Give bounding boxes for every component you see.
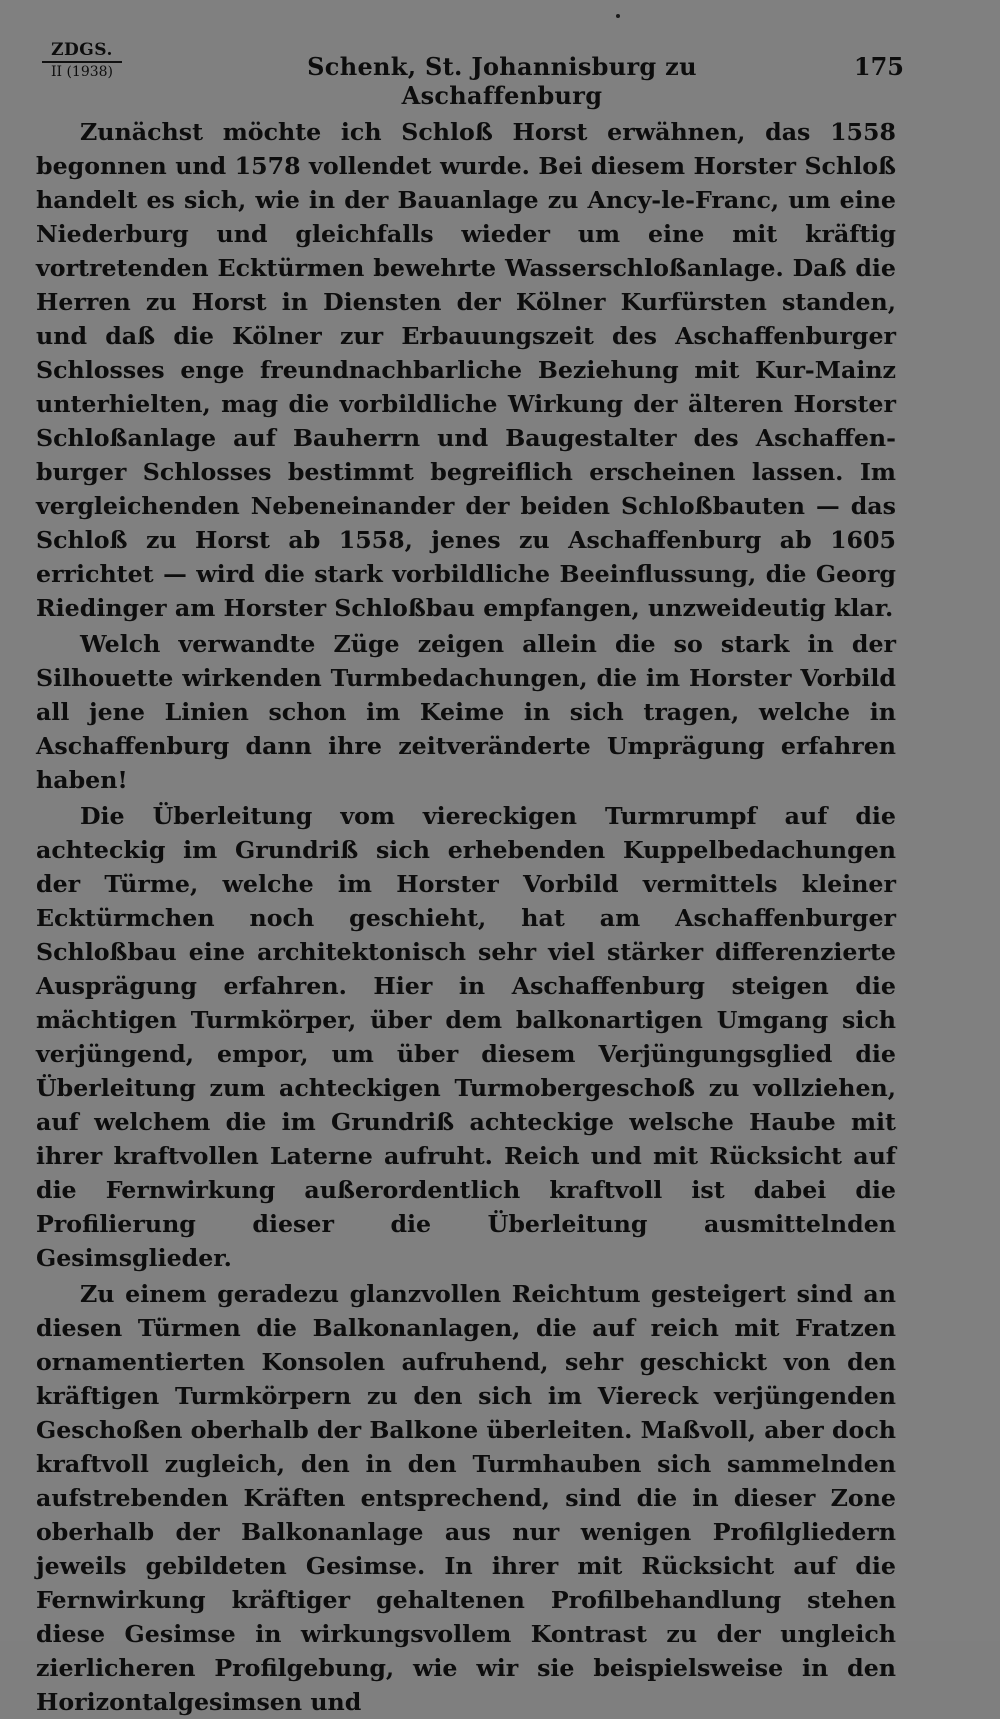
paragraph: Welch verwandte Züge zeigen allein die so stark in der Silhouette wirkenden Turmbedachungen, die im Horster Vorbild all jene Linien schon im Keime in sich tragen, welche in Aschaffenburg dann ihre zeitveränderte Umprägung erfahren haben! — [36, 630, 896, 794]
body-text — [36, 115, 896, 1719]
running-head: Schenk, St. Johannisburg zu Aschaffenburg — [307, 52, 697, 110]
print-speck — [616, 14, 620, 18]
journal-reference — [42, 42, 122, 79]
journal-volume: II (1938) — [50, 64, 114, 80]
paragraph: Die Überleitung vom viereckigen Turmrumpf auf die achteckig im Grundriß sich erhebenden Kuppelbedachungen der Türme, welche im Horster Vorbild vermittels kleiner Ecktürmchen noch geschieht, hat am Aschaffenburger Schloßbau eine architektonisch sehr viel stärker differenzierte Ausprägung erfahren. Hier in Aschaffenburg steigen die mächtigen Turmkörper, über dem balkonartigen Umgang sich verjüngend, empor, um über diesem Verjüngungsglied die Überleitung zum achteckigen Turmobergeschoß zu vollziehen, auf welchem die im Grundriß achteckige welsche Haube mit ihrer kraftvollen Laterne aufruht. Reich und mit Rücksicht auf die Fernwirkung außerordentlich kraftvoll ist dabei die Profilierung dieser die Überleitung ausmittelnden Gesimsglieder. — [36, 802, 896, 1272]
journal-abbreviation: ZDGS. — [42, 42, 122, 63]
page-header — [42, 40, 904, 110]
page-number: 175 — [853, 52, 904, 81]
paragraph: Zunächst möchte ich Schloß Horst erwähnen, das 1558 begonnen und 1578 vollendet wurde. Bei diesem Horster Schloß handelt es sich, wie in der Bauanlage zu Ancy-le-Franc, um eine Niederburg und gleichfalls wieder um eine mit kräftig vortretenden Ecktürmen bewehrte Wasserschloßanlage. Daß die Herren zu Horst in Diensten der Kölner Kurfürsten standen, und daß die Kölner zur Erbauungszeit des Aschaffenburger Schlosses enge freundnachbarliche Beziehung mit Kur-Mainz unterhielten, mag die vorbildliche Wirkung der älteren Horster Schloßanlage auf Bauherrn und Baugestalter des Aschaffenburger Schlosses bestimmt begreiflich erscheinen lassen. Im vergleichenden Nebeneinander der beiden Schloßbauten — das Schloß zu Horst ab 1558, jenes zu Aschaffenburg ab 1605 errichtet — wird die stark vorbildliche Beeinflussung, die Georg Riedinger am Horster Schloßbau empfangen, unzweideutig klar. — [36, 118, 896, 622]
paragraph: Zu einem geradezu glanzvollen Reichtum gesteigert sind an diesen Türmen die Balkonanlagen, die auf reich mit Fratzen ornamentierten Konsolen aufruhend, sehr geschickt von den kräftigen Turmkörpern zu den sich im Viereck verjüngenden Geschoßen oberhalb der Balkone überleiten. Maßvoll, aber doch kraftvoll zugleich, den in den Turmhauben sich sammelnden aufstrebenden Kräften entsprechend, sind die in dieser Zone oberhalb der Balkonanlage aus nur wenigen Profilgliedern jeweils gebildeten Gesimse. In ihrer mit Rücksicht auf die Fernwirkung kräftiger gehaltenen Profilbehandlung stehen diese Gesimse in wirkungsvollem Kontrast zu der ungleich zierlicheren Profilgebung, wie wir sie beispielsweise in den Horizontalgesimsen und — [36, 1280, 896, 1716]
